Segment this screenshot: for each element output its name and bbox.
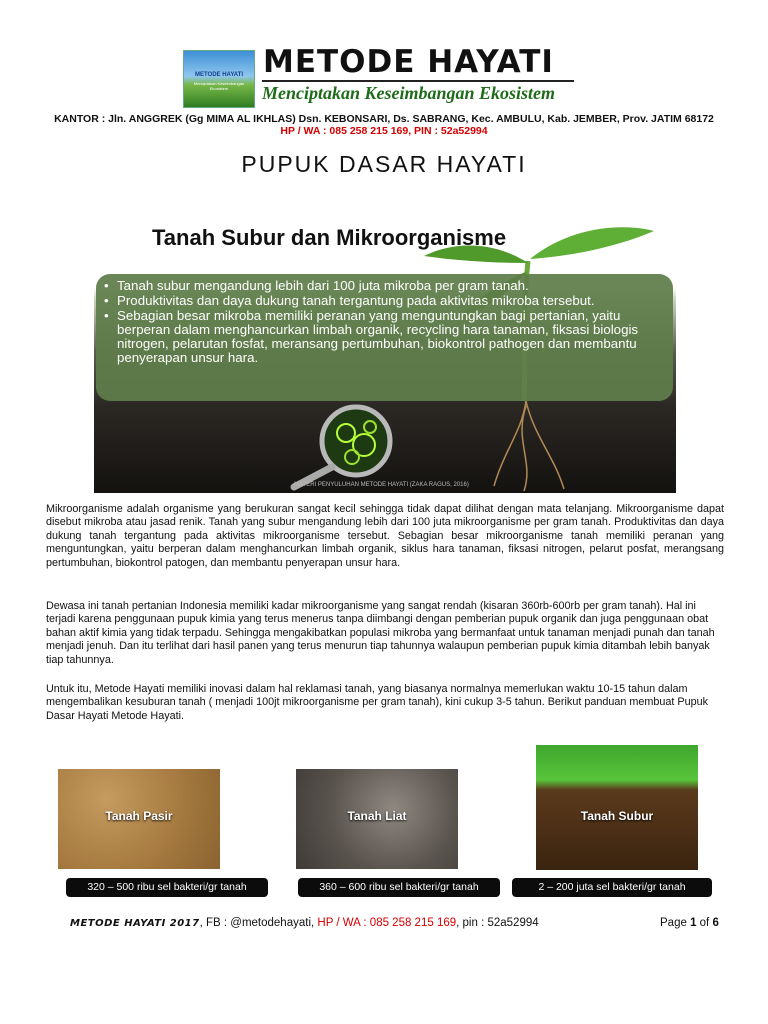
logo-subtext: Menciptakan Keseimbangan Ekosistem (193, 81, 245, 91)
paragraph-innovation: Untuk itu, Metode Hayati memiliki inovasi dalam hal reklamasi tanah, yang biasanya normalnya memerlukan waktu 10-15 tahun dalam mengembalikan kesuburan tanah ( menjadi 100jt mikroorganisme per gram tanah), kini cukup 3-5 tahun. Berikut panduan membuat Pupuk Dasar Hayati Metode Hayati. (46, 683, 708, 722)
banner-bullet: • Produktivitas dan daya dukung tanah tergantung pada aktivitas mikroba tersebut. (104, 294, 669, 308)
soil-image-sand (58, 769, 220, 869)
banner-bullet: • Sebagian besar mikroba memiliki peranan yang menguntungkan bagi pertanian, yaitu berperan dalam menghancurkan limbah organik, recycling hara tanaman, fiksasi biologis nitrogen, pelarutan fosfat, meransang pertumbuhan, biokontrol pathogen dan membantu penyerapan unsur hara. (104, 309, 669, 365)
soil-count-badge: 2 – 200 juta sel bakteri/gr tanah (512, 878, 712, 897)
office-address: KANTOR : Jln. ANGGREK (Gg MIMA AL IKHLAS) Dsn. KEBONSARI, Ds. SABRANG, Kec. AMBULU, Kab. JEMBER, Prov. JATIM 68172 (54, 113, 714, 125)
soil-label: Tanah Pasir (105, 809, 173, 823)
soil-label: Tanah Liat (347, 809, 407, 823)
page-footer (70, 917, 539, 929)
soil-label: Tanah Subur (580, 809, 654, 823)
soil-count-badge: 320 – 500 ribu sel bakteri/gr tanah (66, 878, 268, 897)
banner-image (94, 201, 676, 493)
footer-brand: METODE HAYATI 2017 (70, 918, 200, 929)
company-logo (183, 50, 255, 108)
page-current: 1 (690, 917, 697, 929)
brand-tagline: Menciptakan Keseimbangan Ekosistem (262, 83, 556, 103)
brand-name: METODE HAYATI (263, 44, 554, 80)
soil-count-badge: 360 – 600 ribu sel bakteri/gr tanah (298, 878, 500, 897)
soil-image-clay (296, 769, 458, 869)
footer-pin: , pin : 52a52994 (456, 917, 539, 929)
banner-bullet: • Tanah subur mengandung lebih dari 100 juta mikroba per gram tanah. (104, 279, 669, 293)
contact-phone: HP / WA : 085 258 215 169, PIN : 52a52994 (280, 125, 488, 137)
soil-image-fertile (536, 745, 698, 870)
banner-caption: MATERI PENYULUHAN METODE HAYATI (ZAKA RAGUS, 2016) (294, 482, 469, 488)
banner-title: Tanah Subur dan Mikroorganisme (152, 225, 507, 250)
page-of: of (696, 917, 713, 929)
document-title: PUPUK DASAR HAYATI (241, 151, 527, 177)
banner-bullet-list (104, 279, 669, 366)
paragraph-condition: Dewasa ini tanah pertanian Indonesia memiliki kadar mikroorganisme yang sangat rendah (kisaran 360rb-600rb per gram tanah). Hal ini terjadi karena penggunaan pupuk kimia yang terus menerus tanpa diimbangi dengan pemberian pupuk organik dan juga penggunaan obat bahan aktif kimia yang tidak terpadu. Sehingga mengakibatkan populasi mikroba yang bermanfaat untuk tanaman menjadi punah dan tanah menjadi jenuh. Dan itu terlihat dari hasil panen yang terus menurun tiap tahunnya walaupun pemberian pupuk kimia ditambah lebih banyak tiap tahunnya. (46, 600, 715, 666)
page-number (660, 917, 719, 929)
paragraph-intro: Mikroorganisme adalah organisme yang berukuran sangat kecil sehingga tidak dapat dilihat dengan mata telanjang. Mikroorganisme dapat disebut mikroba atau jasad renik. Tanah yang subur mengandung lebih dari 100 juta mikroorganisme per gram tanah. Produktivitas dan daya dukung tanah tergantung pada aktivitas mikroorganisme tersebut. Sebagian besar mikroorganisme tanah memiliki peranan yang menguntungkan, yaitu berperan dalam menghancurkan limbah organik, siklus hara tanaman, fiksasi nitrogen, pelarut posfat, merangsang pertumbuhan, biokontrol patogen, dan membantu penyerapan unsur hara. (46, 503, 724, 569)
page-prefix: Page (660, 917, 691, 929)
logo-text: METODE HAYATI (194, 72, 243, 78)
page-total: 6 (712, 917, 719, 929)
footer-fb: , FB : @metodehayati, (199, 917, 318, 929)
footer-hp: HP / WA : 085 258 215 169 (317, 917, 457, 929)
brand-underline (262, 80, 574, 82)
